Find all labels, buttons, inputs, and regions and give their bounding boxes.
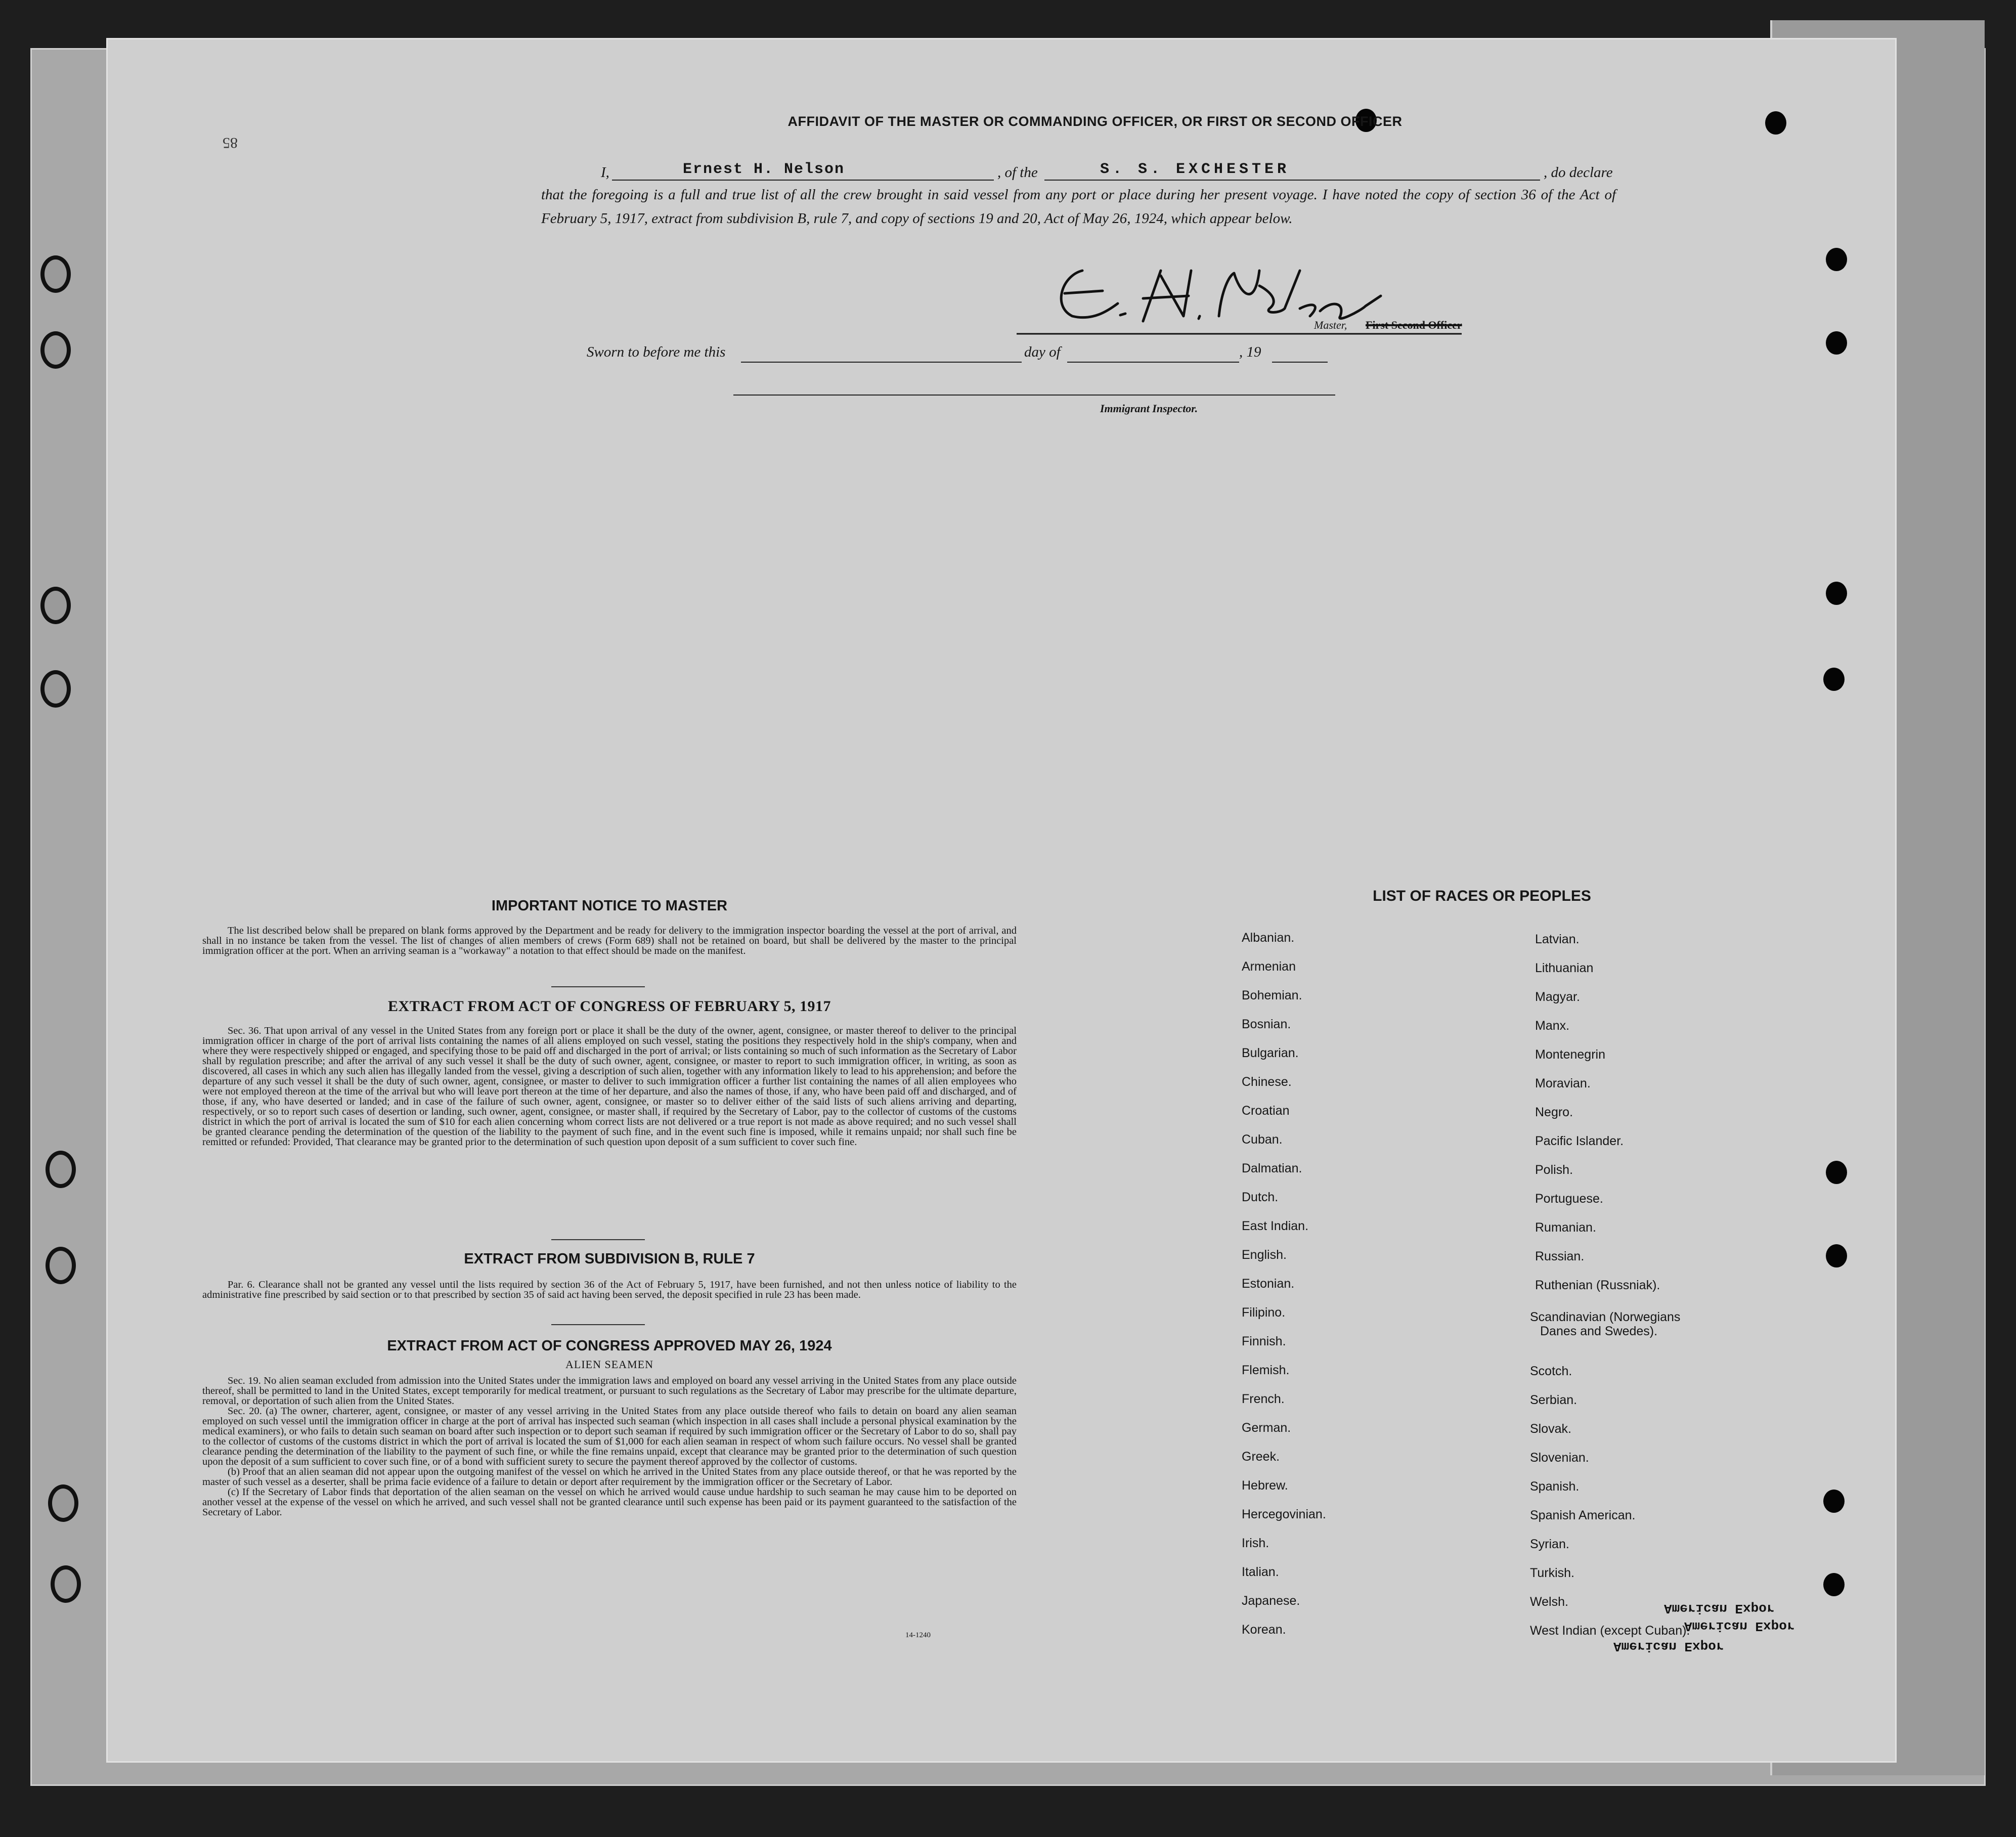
extract-1917-text xyxy=(202,1026,1017,1147)
divider xyxy=(551,1239,645,1240)
affidavit-page xyxy=(106,38,1897,1763)
intro-i: I, xyxy=(601,164,609,181)
race-item: Hercegovinian. xyxy=(1242,1507,1326,1521)
sworn-label: Sworn to before me this xyxy=(587,344,726,360)
binder-hole-right xyxy=(1823,1490,1845,1513)
sec-20b-paragraph: (b) Proof that an alien seaman did not appear upon the outgoing manifest of the vessel on which he arrived in the United States from any place outside thereof, or that he was reported by the master of such vessel as a deserter, shall be prima facie evidence of a failure to detain or deport after requirement by the immigration officer or the Secretary of Labor. xyxy=(202,1466,1017,1488)
sec-36-paragraph: Sec. 36. That upon arrival of any vessel in the United States from any foreign port or place it shall be the duty of the owner, agent, consignee, or master thereof to deliver to the principal immigration officer in charge of the port of arrival lists containing the names of all aliens employed on such vessel, stating the positions they respectively hold in the ship's company, when and where they were respectively shipped or engaged, and specifying those to be paid off and discharged in the port of arrival; or lists containing so much of such information as the Secretary of Labor shall by regulation prescribe; and after the arrival of any such vessel it shall be the duty of such owner, agent, consignee, or master to report to such immigration officer, in writing, as soon as discovered, all cases in which any such alien has illegally landed from the vessel, giving a description of such alien, together with any information likely to lead to his apprehension; and before the departure of any such vessel it shall be the duty of such owner, agent, consignee, or master to deliver to such immigration officer a further list containing the names of all alien employees who were not employed thereon at the time of the arrival but who will leave port thereon at the time of her departure, and also the names of those, if any, who have been paid off and discharged, and of those, if any, who have deserted or landed; and in case of the failure of such owner, agent, consignee, or master so to deliver either of the said lists of such aliens arriving and departing, respectively, or so to report such cases of desertion or landing, such owner, agent, consignee, or master shall, if required by the Secretary of Labor, pay to the collector of customs of the customs district in which the port of arrival is located the sum of $10 for each alien concerning whom correct lists are not delivered or a true report is not made as above required; and no such vessel shall be granted clearance pending the determination of the question of the liability to the payment of such fine, and in the event such fine is imposed, while it remains unpaid; nor shall such fine be remitted or refunded: Provided, That clearance may be granted prior to the determination of such question upon deposit of a sum sufficient to cover such fine. xyxy=(202,1025,1017,1148)
day-of-label: day of xyxy=(1024,344,1061,360)
divider xyxy=(551,1324,645,1325)
race-item: Turkish. xyxy=(1530,1566,1574,1580)
vessel-line xyxy=(1044,180,1540,181)
declaration-text: that the foregoing is a full and true list of all the crew brought in said vessel from any port or place during her present voyage. I have noted the copy of section 36 of the Act of February 5, 1917, extract from subdivision B, rule 7, and copy of sections 19 and 20, Act of May 26, 1924, which appear below. xyxy=(541,187,1616,227)
binder-hole-left xyxy=(51,1565,81,1603)
divider xyxy=(551,986,645,987)
race-item: Spanish American. xyxy=(1530,1508,1636,1522)
race-item: Filipino. xyxy=(1242,1305,1286,1320)
race-item: Flemish. xyxy=(1242,1363,1290,1377)
sec-20a-paragraph: Sec. 20. (a) The owner, charterer, agent, consignee, or master of any vessel arriving in the United States from any place outside thereof who fails to detain on board any alien seaman employed on such vessel until the immigration officer in charge at the port of arrival has inspected such seaman (which inspection in all cases shall include a personal physical examination by the medical examiners), or who fails to detain such seaman on board after such inspection or to deport such seaman if required by such immigration officer or the Secretary of Labor to do so, shall pay to the collector of customs of the customs district in which the port of arrival is located the sum of $1,000 for each alien seaman in respect of whom such failure occurs. No vessel shall be granted clearance pending the determination of the liability to the payment of such fine, or while the fine remains unpaid, except that clearance may be granted prior to the determination of such question upon the deposit of a sum sufficient to cover such fine, or of a bond with sufficient surety to secure the payment thereof approved by the collector of customs. xyxy=(202,1406,1017,1467)
binder-hole-left xyxy=(40,670,71,708)
binder-hole-right xyxy=(1826,1244,1847,1267)
binder-hole-right xyxy=(1826,1161,1847,1184)
race-item: Manx. xyxy=(1535,1019,1570,1033)
race-item: Japanese. xyxy=(1242,1594,1300,1608)
struck-officer-label: First Second Officer xyxy=(1366,319,1462,331)
binder-hole-right xyxy=(1823,1573,1845,1596)
race-item: Bulgarian. xyxy=(1242,1046,1299,1060)
race-item: Scandinavian (Norwegians xyxy=(1530,1310,1681,1324)
race-item: English. xyxy=(1242,1248,1287,1262)
alien-seamen-subheading: ALIEN SEAMEN xyxy=(565,1358,653,1371)
binder-hole-right xyxy=(1826,248,1847,271)
race-item: West Indian (except Cuban). xyxy=(1530,1624,1690,1638)
of-the-label: , of the xyxy=(997,164,1038,181)
sec-20c-paragraph: (c) If the Secretary of Labor finds that deportation of the alien seaman on the vessel on which he arrived would cause undue hardship to such seaman he may cause him to be deported on another vessel at the expense of the vessel on which he arrived, and such vessel shall not be granted clearance until such expense has been paid or its payment guaranteed to the satisfaction of the Secretary of Labor. xyxy=(202,1486,1017,1518)
race-item: Latvian. xyxy=(1535,932,1580,946)
race-item: Dutch. xyxy=(1242,1190,1279,1204)
race-item: Polish. xyxy=(1535,1163,1573,1177)
vessel-name-value: S. S. EXCHESTER xyxy=(1100,161,1290,178)
race-item: Danes and Swedes). xyxy=(1540,1324,1658,1338)
race-item: Negro. xyxy=(1535,1105,1573,1119)
race-item: Korean. xyxy=(1242,1623,1286,1637)
affidavit-heading: AFFIDAVIT OF THE MASTER OR COMMANDING OFFICER, OR FIRST OR SECOND OFFICER xyxy=(787,114,1403,129)
binder-hole-left xyxy=(40,331,71,369)
race-item: Hebrew. xyxy=(1242,1478,1288,1493)
name-line xyxy=(612,180,994,181)
race-item: Pacific Islander. xyxy=(1535,1134,1624,1148)
race-item: Dalmatian. xyxy=(1242,1161,1302,1175)
notice-text xyxy=(202,926,1017,956)
race-item: Portuguese. xyxy=(1535,1192,1603,1206)
sworn-month-line xyxy=(1067,362,1239,363)
race-item: Slovenian. xyxy=(1530,1451,1589,1465)
race-item: Slovak. xyxy=(1530,1422,1571,1436)
notice-heading: IMPORTANT NOTICE TO MASTER xyxy=(491,898,728,914)
race-item: Syrian. xyxy=(1530,1537,1569,1551)
race-item: Chinese. xyxy=(1242,1075,1292,1089)
binder-hole-right xyxy=(1765,111,1786,135)
sworn-day-line xyxy=(741,362,1022,363)
race-item: German. xyxy=(1242,1421,1291,1435)
race-item: Scotch. xyxy=(1530,1364,1572,1378)
rule7-text xyxy=(202,1280,1017,1300)
race-item: Spanish. xyxy=(1530,1479,1580,1494)
par-6-paragraph: Par. 6. Clearance shall not be granted any vessel until the lists required by section 36 of the Act of February 5, 1917, have been furnished, and not then unless notice of liability to the administrative fine prescribed by said section or to that prescribed by section 35 of said act having been served, the deposit specified in rule 23 has been made. xyxy=(202,1279,1017,1300)
extract-1924-heading: EXTRACT FROM ACT OF CONGRESS APPROVED MAY 26, 1924 xyxy=(387,1338,832,1354)
race-item: Albanian. xyxy=(1242,931,1295,945)
race-item: East Indian. xyxy=(1242,1219,1309,1233)
race-item: Greek. xyxy=(1242,1450,1280,1464)
binder-hole-right xyxy=(1826,582,1847,605)
race-item: Rumanian. xyxy=(1535,1220,1596,1235)
binder-hole-right xyxy=(1823,668,1845,691)
binder-hole-left xyxy=(40,587,71,624)
races-heading: LIST OF RACES OR PEOPLES xyxy=(1373,888,1591,904)
stamp-impression: American Expor xyxy=(1613,1639,1724,1654)
race-item: Finnish. xyxy=(1242,1334,1286,1348)
race-item: French. xyxy=(1242,1392,1285,1406)
race-item: Moravian. xyxy=(1535,1076,1591,1090)
binder-hole-left xyxy=(40,255,71,293)
race-item: Italian. xyxy=(1242,1565,1279,1579)
race-item: Russian. xyxy=(1535,1249,1585,1263)
race-item: Magyar. xyxy=(1535,990,1580,1004)
stamp-impression: American Expor xyxy=(1684,1619,1795,1634)
year-label: , 19 xyxy=(1239,344,1261,360)
form-number: 14-1240 xyxy=(905,1631,931,1639)
stamp-impression: American Expor xyxy=(1664,1601,1775,1616)
race-item: Irish. xyxy=(1242,1536,1269,1550)
inspector-label: Immigrant Inspector. xyxy=(1100,402,1198,415)
rule7-heading: EXTRACT FROM SUBDIVISION B, RULE 7 xyxy=(464,1251,755,1267)
master-name-value: Ernest H. Nelson xyxy=(683,161,845,178)
race-item: Welsh. xyxy=(1530,1595,1568,1609)
sec-19-paragraph: Sec. 19. No alien seaman excluded from admission into the United States under the immigration laws and employed on board any vessel arriving in the United States from any place outside thereof, shall be permitted to land in the United States, except temporarily for medical treatment, or pursuant to such regulations as the Secretary of Labor may prescribe for the ultimate departure, removal, or deportation of such alien from the United States. xyxy=(202,1375,1017,1407)
inspector-line xyxy=(733,395,1335,396)
race-item: Lithuanian xyxy=(1535,961,1594,975)
binder-hole-left xyxy=(46,1151,76,1188)
extract-1924-text xyxy=(202,1376,1017,1517)
master-label: Master, xyxy=(1314,319,1347,331)
race-item: Armenian xyxy=(1242,959,1296,974)
extract-1917-heading: EXTRACT FROM ACT OF CONGRESS OF FEBRUARY 5, 1917 xyxy=(387,998,831,1015)
race-item: Serbian. xyxy=(1530,1393,1577,1407)
binder-hole-left xyxy=(48,1484,78,1522)
binder-hole-right xyxy=(1826,331,1847,355)
race-item: Croatian xyxy=(1242,1104,1290,1118)
sworn-year-line xyxy=(1272,362,1328,363)
race-item: Montenegrin xyxy=(1535,1047,1605,1062)
notice-paragraph: The list described below shall be prepared on blank forms approved by the Department and be ready for delivery to the immigration inspector boarding the vessel at the port of arrival, and shall in no instance be taken from the vessel. The list of changes of alien members of crews (Form 689) shall not be retained on board, but shall be delivered by the master to the principal immigration officer at the port. When an arriving seaman is a "workaway" a notation to that effect should be made on the manifest. xyxy=(202,925,1017,956)
page-mark: 85 xyxy=(223,135,238,151)
race-item: Cuban. xyxy=(1242,1132,1283,1147)
race-item: Bosnian. xyxy=(1242,1017,1291,1031)
race-item: Ruthenian (Russniak). xyxy=(1535,1278,1660,1292)
do-declare-label: , do declare xyxy=(1544,164,1613,181)
race-item: Estonian. xyxy=(1242,1277,1295,1291)
race-item: Bohemian. xyxy=(1242,988,1302,1002)
binder-hole-left xyxy=(46,1247,76,1284)
